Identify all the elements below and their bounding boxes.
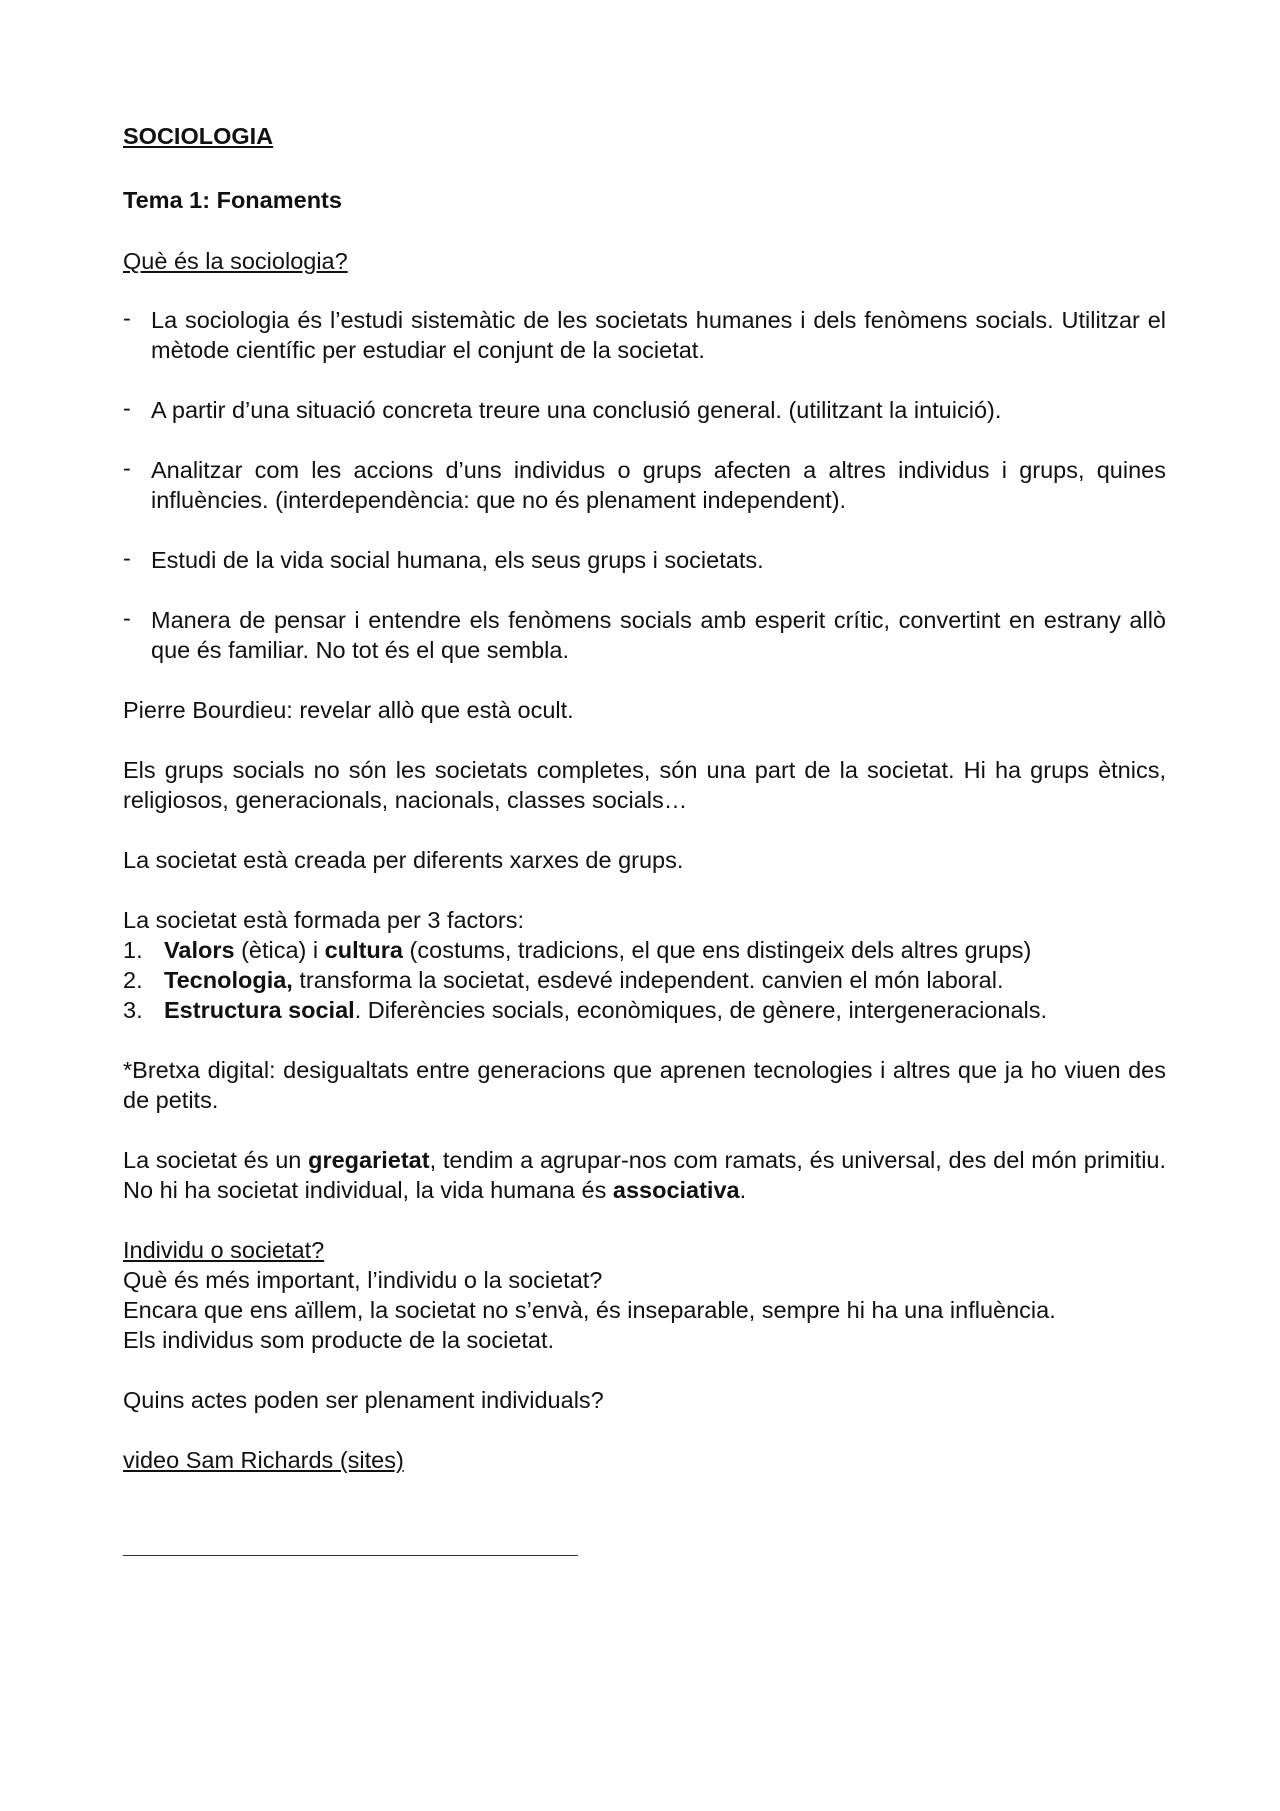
paragraph-text: La societat és un bbox=[123, 1147, 309, 1173]
video-link[interactable]: video Sam Richards (sites) bbox=[123, 1447, 404, 1473]
xarxes-paragraph: La societat està creada per diferents xarxes de grups. bbox=[123, 847, 684, 873]
list-item: - Estudi de la vida social humana, els seus grups i societats. bbox=[123, 545, 1166, 575]
factor-number: 3. bbox=[123, 997, 143, 1023]
section-heading-individu: Individu o societat? bbox=[123, 1237, 325, 1263]
factor-item bbox=[123, 935, 1166, 965]
question-importance: Què és més important, l’individu o la societat? bbox=[123, 1267, 603, 1293]
key-term: associativa bbox=[612, 1177, 740, 1203]
list-item: - La sociologia és l’estudi sistemàtic de les societats humanes i dels fenòmens socials. Utilitzar el mètode científic per estudiar el conjunt de la societat. bbox=[123, 305, 1166, 365]
factor-text: transforma la societat, esdevé independent. canvien el món laboral. bbox=[292, 967, 1004, 993]
factor-term: Tecnologia, bbox=[164, 967, 293, 993]
factors-list bbox=[123, 935, 1166, 1025]
factor-term: cultura bbox=[324, 937, 404, 963]
bretxa-digital-note: *Bretxa digital: desigualtats entre generacions que aprenen tecnologies i altres que ja ho viuen des de petits. bbox=[123, 1057, 1166, 1113]
paragraph-text: . bbox=[739, 1177, 747, 1203]
list-item: - A partir d’una situació concreta treure una conclusió general. (utilitzant la intuició). bbox=[123, 395, 1166, 425]
horizontal-divider bbox=[123, 1555, 578, 1556]
list-item: - Manera de pensar i entendre els fenòmens socials amb esperit crític, convertint en estrany allò que és familiar. No tot és el que sembla. bbox=[123, 605, 1166, 665]
grups-socials-paragraph: Els grups socials no són les societats completes, són una part de la societat. Hi ha grups ètnics, religiosos, generacionals, nacionals, classes socials… bbox=[123, 757, 1166, 813]
factor-item bbox=[123, 965, 1166, 995]
gregarietat-paragraph bbox=[123, 1145, 1166, 1205]
list-item: - Analitzar com les accions d’uns individus o grups afecten a altres individus i grups, quines influències. (interdependència: que no és plenament independent). bbox=[123, 455, 1166, 515]
definition-list bbox=[123, 305, 1166, 665]
section-heading-que-es: Què és la sociologia? bbox=[123, 248, 348, 274]
topic-title: Tema 1: Fonaments bbox=[123, 187, 342, 213]
factors-intro: La societat està formada per 3 factors: bbox=[123, 907, 525, 933]
answer-influence: Encara que ens aïllem, la societat no s’envà, és inseparable, sempre hi ha una influència. bbox=[123, 1297, 1056, 1323]
bourdieu-paragraph: Pierre Bourdieu: revelar allò que està ocult. bbox=[123, 697, 574, 723]
factor-item bbox=[123, 995, 1166, 1025]
factor-number: 1. bbox=[123, 937, 143, 963]
factor-text: . Diferències socials, econòmiques, de gènere, intergeneracionals. bbox=[354, 997, 1048, 1023]
document-title: SOCIOLOGIA bbox=[123, 123, 274, 149]
factor-term: Estructura social bbox=[164, 997, 355, 1023]
factor-text: (costums, tradicions, el que ens distingeix dels altres grups) bbox=[403, 937, 1032, 963]
key-term: gregarietat bbox=[308, 1147, 430, 1173]
paragraph-text: , tendim a agrupar-nos com ramats, és universal, des del món primitiu. No hi ha societat individual, la vida humana és bbox=[123, 1147, 1167, 1203]
answer-product: Els individus som producte de la societat. bbox=[123, 1327, 555, 1353]
question-individual-acts: Quins actes poden ser plenament individuals? bbox=[123, 1387, 604, 1413]
factor-text: (ètica) i bbox=[234, 937, 325, 963]
factor-term: Valors bbox=[164, 937, 235, 963]
factor-number: 2. bbox=[123, 967, 143, 993]
